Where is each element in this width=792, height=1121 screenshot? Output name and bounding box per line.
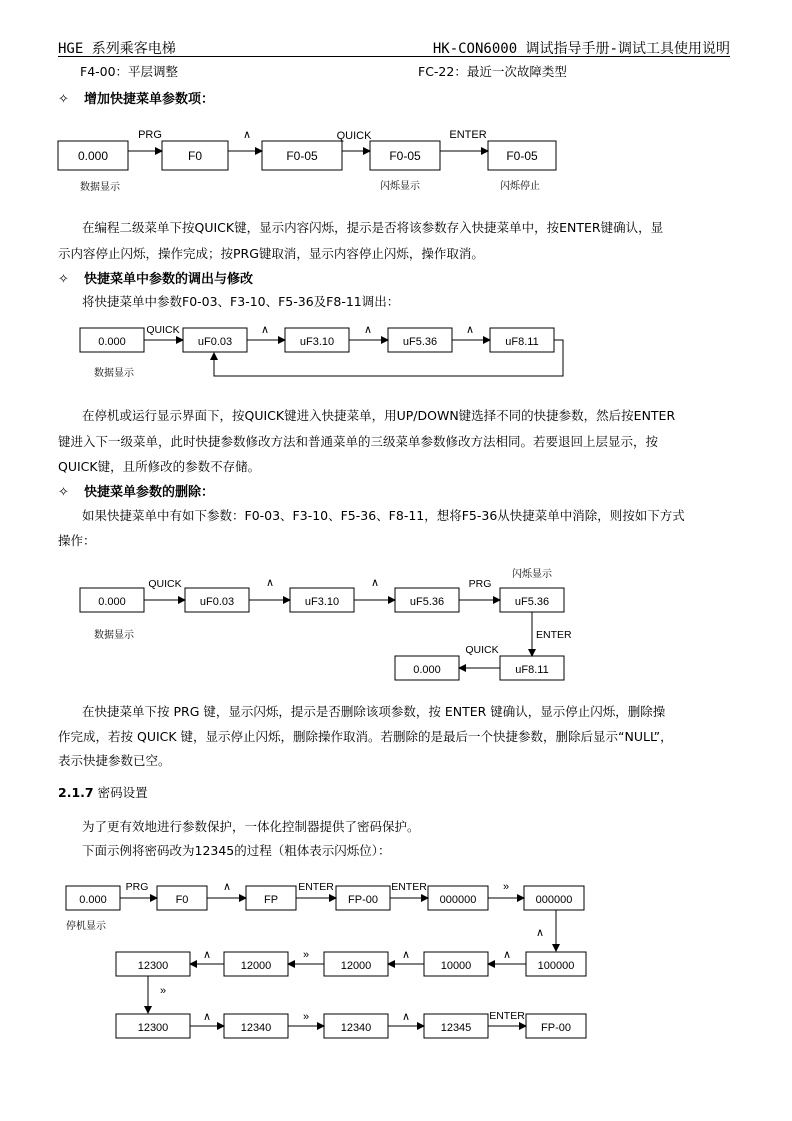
s3-intro-line2: 操作： — [58, 533, 96, 548]
bullet-icon: ✧ — [58, 272, 69, 287]
section4-heading — [58, 783, 148, 801]
d1-caption-2: 闪烁停止 — [500, 181, 540, 192]
d4-r2-label-0: ∧ — [202, 949, 212, 961]
d3-box-6-text: 0.000 — [413, 664, 441, 676]
d1-box-4-text: F0-05 — [506, 149, 538, 163]
bullet-icon: ✧ — [58, 92, 69, 107]
d3-caption-0: 闪烁显示 — [512, 569, 552, 580]
s2-para-line1: 在停机或运行显示界面下，按QUICK键进入快捷菜单，用UP/DOWN键选择不同的快捷参数，然后按ENTER — [82, 408, 676, 423]
section3-title: ✧ 快捷菜单参数的删除： — [58, 485, 215, 500]
section2-title: ✧ 快捷菜单中参数的调出与修改 — [58, 272, 254, 287]
d4-down-label-1: ∧ — [536, 927, 545, 939]
d4-r3-box-1: 12340 — [240, 1022, 272, 1034]
d1-label-3: ENTER — [449, 129, 487, 141]
s3-para-line1: 在快捷菜单下按 PRG 键，显示闪烁，提示是否删除该项参数，按 ENTER 键确认，显示停止闪烁，删除操 — [82, 704, 666, 719]
d4-r1-box-3: FP-00 — [348, 894, 378, 906]
d3-box-3-text: uF5.36 — [409, 596, 445, 608]
header-left: HGE 系列乘客电梯 — [58, 41, 176, 57]
d4-r3-box-4: FP-00 — [541, 1022, 571, 1034]
d1-box-3-text: F0-05 — [389, 149, 421, 163]
d1-label-0: PRG — [138, 129, 162, 141]
diagram-quick-menu-delete — [80, 567, 572, 680]
d1-box-2-text: F0-05 — [286, 149, 318, 163]
d2-box-0-text: 0.000 — [98, 336, 126, 348]
d4-r1-box-5: 000000 — [535, 894, 573, 906]
s3-para-line3: 表示快捷参数已空。 — [58, 753, 171, 768]
d2-box-2-text: uF3.10 — [299, 336, 335, 348]
d1-label-2: QUICK — [336, 130, 372, 142]
d4-r2-box-1: 12000 — [240, 960, 272, 972]
d2-caption: 数据显示 — [94, 368, 134, 379]
d4-r1-box-4: 000000 — [439, 894, 477, 906]
s1-para-line2: 示内容停止闪烁，操作完成；按PRG键取消，显示内容停止闪烁，操作取消。 — [58, 246, 484, 261]
d1-caption-1: 闪烁显示 — [380, 181, 420, 192]
d3-box-1-text: uF0.03 — [199, 596, 235, 608]
d4-r1-box-2: FP — [263, 894, 279, 906]
d2-label-2: ∧ — [363, 324, 373, 336]
d4-r2-box-0: 12300 — [137, 960, 169, 972]
d2-label-1: ∧ — [260, 324, 270, 336]
s1-para-line1: 在编程二级菜单下按QUICK键，显示内容闪烁，提示是否将该参数存入快捷菜单中，按ENTER键确认，显 — [82, 220, 664, 235]
d4-r2-box-2: 12000 — [340, 960, 372, 972]
d4-r3-label-2: ∧ — [401, 1011, 411, 1023]
d3-label-1: ∧ — [265, 577, 275, 589]
d2-label-0: QUICK — [146, 324, 180, 336]
s2-para-line2: 键进入下一级菜单，此时快捷参数修改方法和普通菜单的三级菜单参数修改方法相同。若要退回上层显示，按 — [58, 434, 659, 449]
s3-intro-line1: 如果快捷菜单中有如下参数：F0-03、F3-10、F5-36、F8-11，想将F5-36从快捷菜单中消除，则按如下方式 — [82, 508, 685, 523]
top-item-right: FC-22：最近一次故障类型 — [418, 64, 567, 79]
d4-caption: 停机显示 — [66, 921, 106, 932]
d4-r1-label-0: PRG — [125, 881, 149, 893]
d3-box-2-text: uF3.10 — [304, 596, 340, 608]
d4-down-label-2: » — [160, 985, 167, 997]
d2-box-4-text: uF8.11 — [505, 336, 539, 348]
d4-r2-box-3: 10000 — [440, 960, 472, 972]
s3-para-line2: 作完成，若按 QUICK 键，显示停止闪烁，删除操作取消。若删除的是最后一个快捷参数，删除后显示“NULL”， — [58, 729, 673, 744]
d3-box-4-text: uF5.36 — [514, 596, 550, 608]
d3-label-4: ENTER — [536, 629, 572, 641]
d4-r2-label-1: » — [302, 949, 310, 961]
d3-label-3: PRG — [468, 578, 492, 590]
d3-label-0: QUICK — [148, 578, 182, 590]
d4-r1-box-1: F0 — [175, 894, 189, 906]
d4-r3-label-1: » — [302, 1011, 310, 1023]
d4-r3-box-3: 12345 — [440, 1022, 472, 1034]
s2-para-line3: QUICK键，且所修改的参数不存储。 — [58, 459, 261, 474]
top-item-left: F4-00：平层调整 — [80, 64, 179, 79]
d4-r1-box-0: 0.000 — [79, 894, 107, 906]
section4-number: 2.1.7 — [58, 785, 94, 800]
d4-r1-label-4: » — [502, 881, 510, 893]
d2-box-1-text: uF0.03 — [197, 336, 233, 348]
d4-r2-label-2: ∧ — [401, 949, 411, 961]
d4-r2-box-4: 100000 — [537, 960, 575, 972]
section1-title: ✧ 增加快捷菜单参数项： — [58, 92, 215, 107]
diagram-add-quick-menu — [58, 129, 556, 193]
d4-r3-label-3: ENTER — [489, 1010, 525, 1022]
d1-box-0-text: 0.000 — [77, 149, 109, 163]
diagram-quick-menu-recall — [80, 324, 563, 379]
d1-box-1-text: F0 — [187, 149, 203, 163]
d3-label-5: QUICK — [465, 644, 499, 656]
d4-r3-label-0: ∧ — [202, 1011, 212, 1023]
d3-label-2: ∧ — [370, 577, 380, 589]
diagram-password-setting — [66, 881, 586, 1038]
d2-box-3-text: uF5.36 — [402, 336, 438, 348]
d1-caption-0: 数据显示 — [80, 182, 120, 193]
section4-title: 密码设置 — [97, 785, 148, 800]
d4-r1-label-3: ENTER — [391, 881, 427, 893]
d4-r2-label-3: ∧ — [502, 949, 512, 961]
s4-line1: 为了更有效地进行参数保护，一体化控制器提供了密码保护。 — [82, 819, 420, 834]
d4-r1-label-1: ∧ — [222, 881, 232, 893]
bullet-icon: ✧ — [58, 485, 69, 500]
d3-box-0-text: 0.000 — [98, 596, 126, 608]
d4-r3-box-0: 12300 — [137, 1022, 169, 1034]
d1-label-1: ∧ — [242, 129, 252, 141]
d4-r3-box-2: 12340 — [340, 1022, 372, 1034]
s2-intro: 将快捷菜单中参数F0-03、F3-10、F5-36及F8-11调出： — [82, 294, 400, 309]
s4-line2: 下面示例将密码改为12345的过程（粗体表示闪烁位）： — [82, 843, 391, 858]
header-right: HK-CON6000 调试指导手册-调试工具使用说明 — [432, 41, 730, 57]
d3-box-5-text: uF8.11 — [515, 664, 549, 676]
d2-label-3: ∧ — [465, 324, 475, 336]
d4-r1-label-2: ENTER — [298, 881, 334, 893]
d3-caption-1: 数据显示 — [94, 630, 134, 641]
